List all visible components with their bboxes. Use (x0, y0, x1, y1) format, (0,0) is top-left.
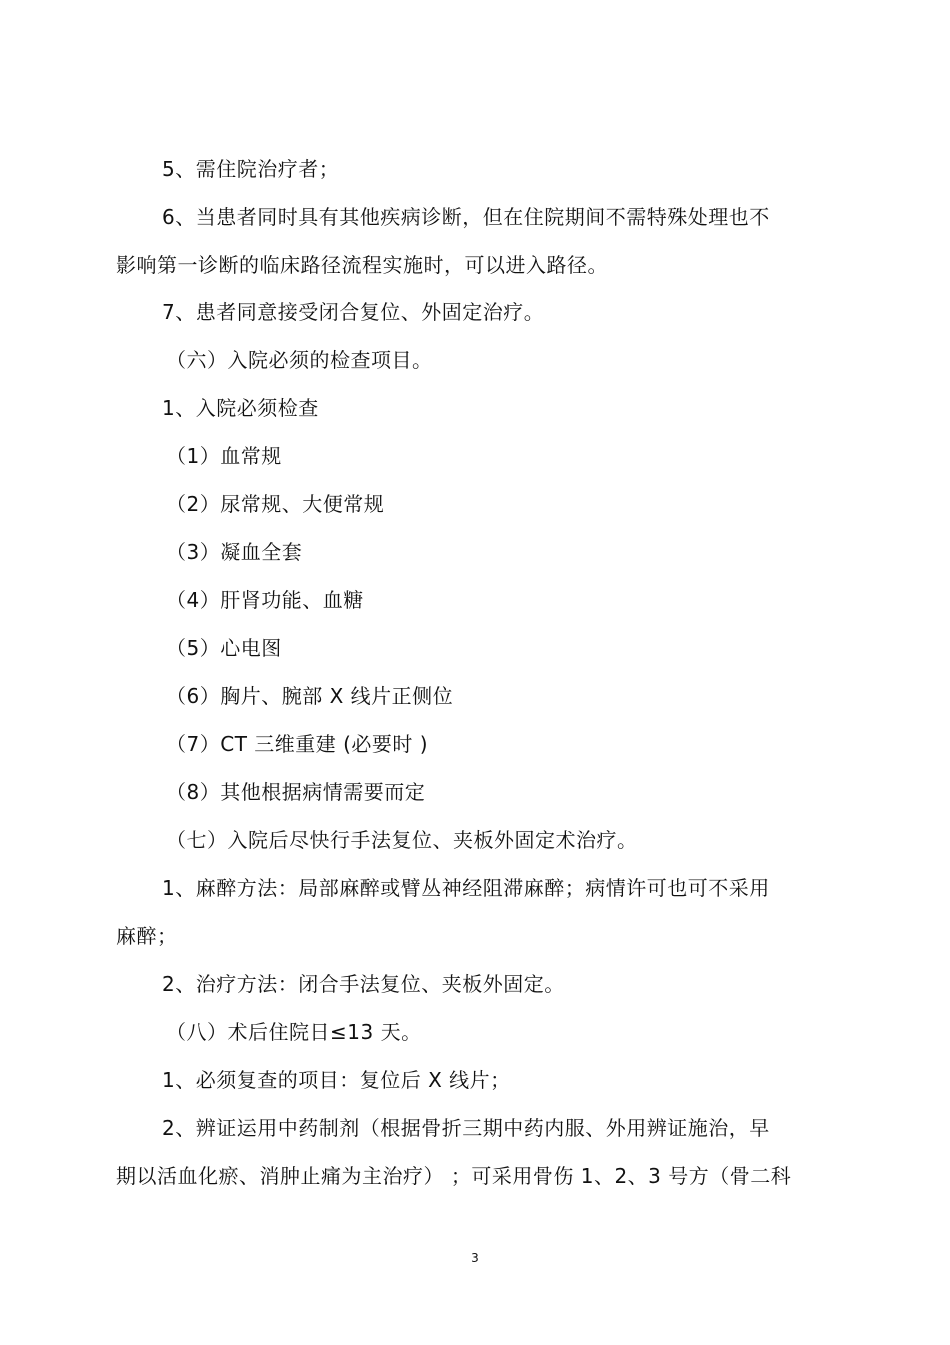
list-item: （8）其他根据病情需要而定 (166, 780, 426, 804)
text-line: 2、辨证运用中药制剂（根据骨折三期中药内服、外用辨证施治，早 (162, 1116, 770, 1140)
list-item: （1）血常规 (166, 444, 282, 468)
list-item: （4）肝肾功能、血糖 (166, 588, 364, 612)
text-line: 1、麻醉方法：局部麻醉或臂丛神经阻滞麻醉；病情许可也可不采用 (162, 876, 770, 900)
list-item: （3）凝血全套 (166, 540, 303, 564)
text-line: 6、当患者同时具有其他疾病诊断，但在住院期间不需特殊处理也不 (162, 205, 770, 229)
section-heading: （六）入院必须的检查项目。 (166, 348, 433, 372)
text-line: 麻醉； (116, 924, 178, 948)
section-heading: （七）入院后尽快行手法复位、夹板外固定术治疗。 (166, 828, 638, 852)
list-item: （2）尿常规、大便常规 (166, 492, 385, 516)
section-heading: （八）术后住院日≤13 天。 (166, 1020, 422, 1044)
text-line: 2、治疗方法：闭合手法复位、夹板外固定。 (162, 972, 565, 996)
page-number: 3 (471, 1251, 479, 1265)
text-line: 1、入院必须检查 (162, 396, 319, 420)
list-item: （6）胸片、腕部 X 线片正侧位 (166, 684, 454, 708)
list-item: （7）CT 三维重建 (必要时 ) (166, 732, 429, 756)
text-line: 影响第一诊断的临床路径流程实施时，可以进入路径。 (116, 253, 608, 277)
text-line: 1、必须复查的项目：复位后 X 线片； (162, 1068, 511, 1092)
text-line: 7、患者同意接受闭合复位、外固定治疗。 (162, 300, 545, 324)
text-line: 5、需住院治疗者； (162, 157, 340, 181)
list-item: （5）心电图 (166, 636, 282, 660)
text-line: 期以活血化瘀、消肿止痛为主治疗） ；可采用骨伤 1、2、3 号方（骨二科 (116, 1164, 792, 1188)
